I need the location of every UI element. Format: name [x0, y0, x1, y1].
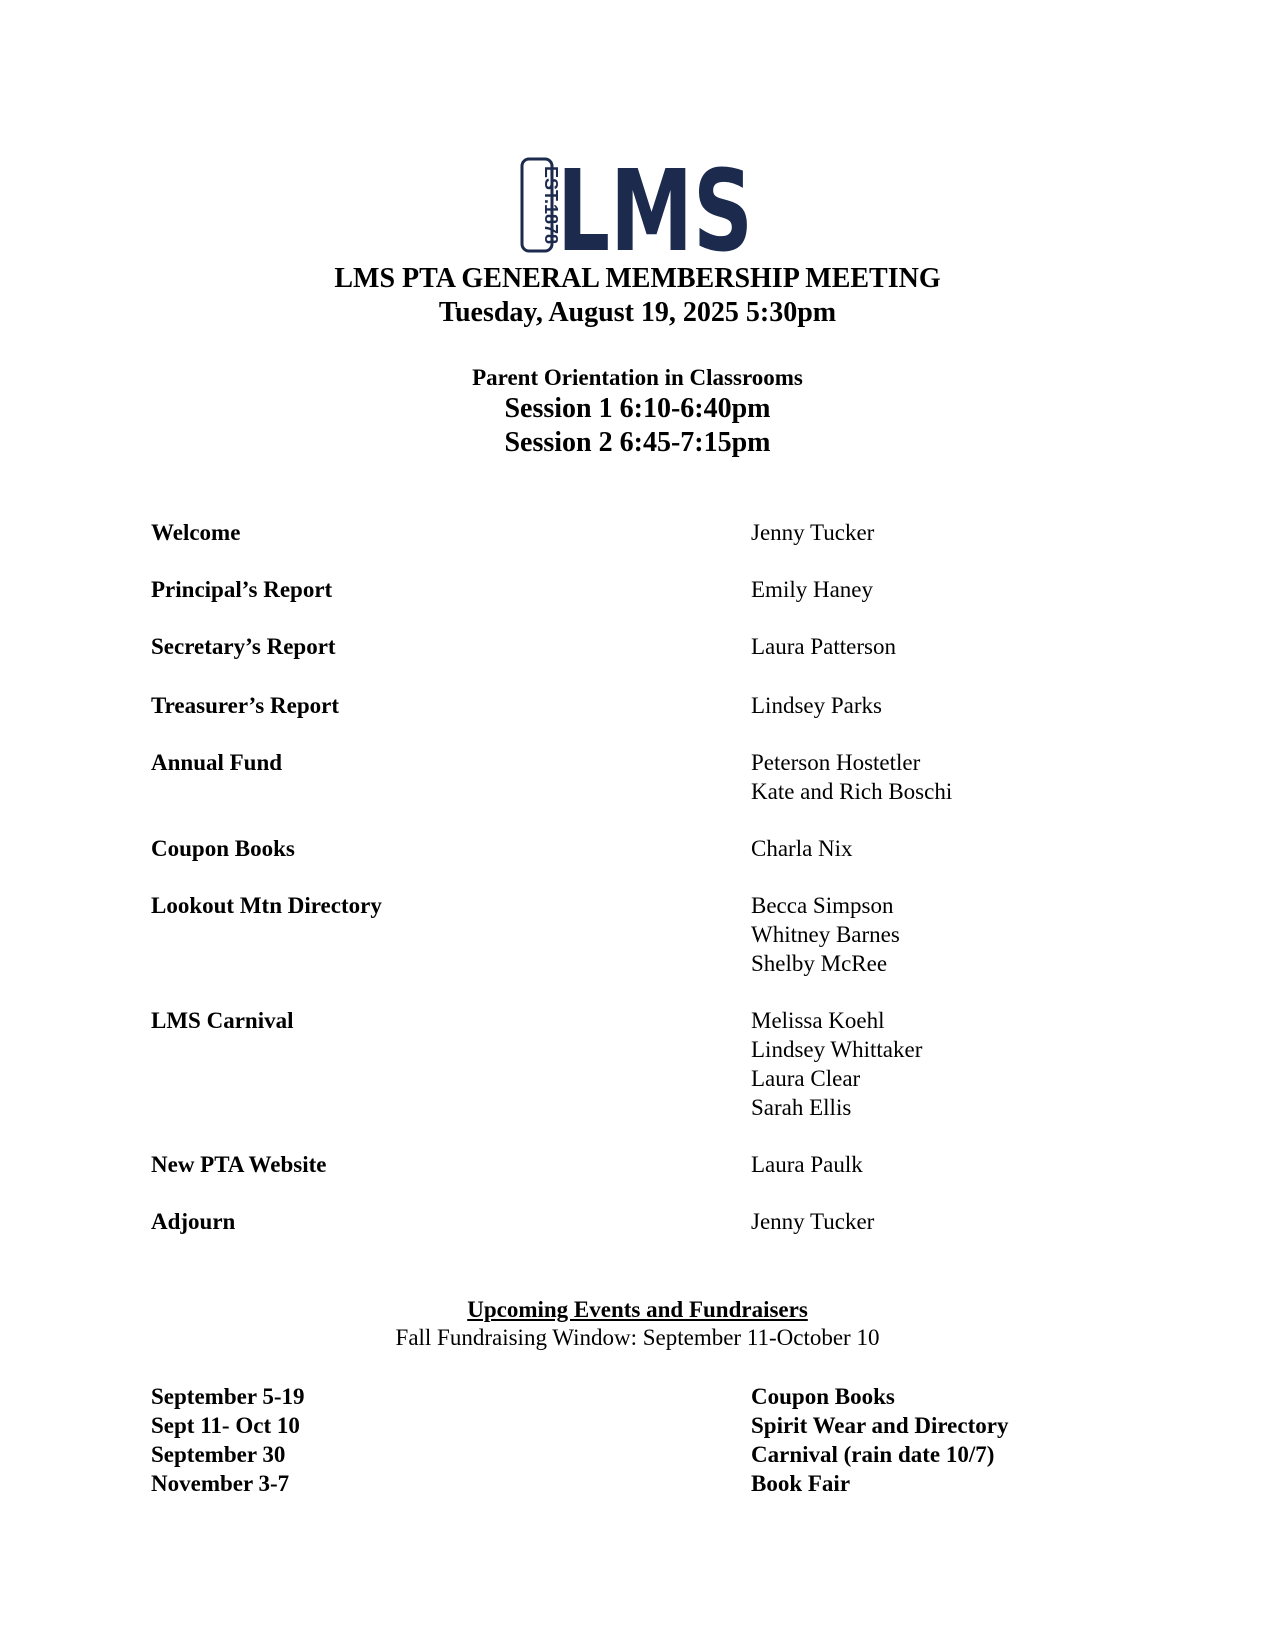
agenda-person: Jenny Tucker [751, 520, 875, 545]
event-names [751, 1382, 1008, 1498]
agenda-people [751, 575, 873, 604]
agenda-person: Jenny Tucker [751, 1209, 875, 1234]
agenda-person: Sarah Ellis [751, 1095, 852, 1120]
agenda-person: Charla Nix [751, 836, 853, 861]
agenda-person: Laura Paulk [751, 1152, 863, 1177]
event-name: Coupon Books [751, 1384, 895, 1409]
session-1: Session 1 6:10-6:40pm [504, 393, 771, 424]
agenda-person: Laura Patterson [751, 634, 896, 659]
events-heading: Upcoming Events and Fundraisers [467, 1297, 808, 1322]
agenda-people [751, 518, 874, 547]
agenda-person: Kate and Rich Boschi [751, 779, 953, 804]
agenda-item: Secretary’s Report [151, 634, 336, 659]
agenda-item: Coupon Books [151, 836, 295, 861]
orientation-heading: Parent Orientation in Classrooms [472, 365, 803, 390]
agenda-item: Adjourn [151, 1209, 236, 1234]
meeting-title: LMS PTA GENERAL MEMBERSHIP MEETING [334, 263, 941, 294]
event-date: Sept 11- Oct 10 [151, 1413, 300, 1438]
lms-logo [521, 147, 757, 277]
agenda-person: Whitney Barnes [751, 922, 900, 947]
agenda-person: Shelby McRee [751, 951, 888, 976]
agenda-people [751, 1207, 874, 1236]
agenda-person: Melissa Koehl [751, 1008, 885, 1033]
agenda-item: Annual Fund [151, 750, 283, 775]
agenda-people [751, 834, 853, 863]
event-name: Spirit Wear and Directory [751, 1413, 1009, 1438]
session-2: Session 2 6:45-7:15pm [504, 427, 771, 458]
agenda-people [751, 632, 896, 661]
agenda-item: Welcome [151, 520, 241, 545]
agenda-people [751, 1150, 863, 1179]
agenda-item: Lookout Mtn Directory [151, 893, 382, 918]
logo-est-text: EST.1878 [541, 165, 561, 245]
agenda-people [751, 1006, 922, 1122]
agenda-people [751, 748, 952, 806]
logo-text: LMS [557, 147, 753, 277]
meeting-date: Tuesday, August 19, 2025 5:30pm [438, 297, 837, 328]
agenda-item: LMS Carnival [151, 1008, 294, 1033]
event-name: Book Fair [751, 1471, 851, 1496]
agenda-item: Principal’s Report [151, 577, 333, 602]
agenda-person: Lindsey Whittaker [751, 1037, 923, 1062]
agenda-people [751, 691, 882, 720]
event-date: September 5-19 [151, 1384, 305, 1409]
event-date: November 3-7 [151, 1471, 290, 1496]
agenda-person: Emily Haney [751, 577, 873, 602]
agenda-person: Peterson Hostetler [751, 750, 921, 775]
event-name: Carnival (rain date 10/7) [751, 1442, 995, 1467]
agenda-person: Lindsey Parks [751, 693, 882, 718]
event-date: September 30 [151, 1442, 286, 1467]
agenda-person: Laura Clear [751, 1066, 861, 1091]
agenda-item: New PTA Website [151, 1152, 327, 1177]
fundraising-window: Fall Fundraising Window: September 11-October 10 [395, 1325, 880, 1350]
agenda-people [751, 891, 900, 978]
agenda-person: Becca Simpson [751, 893, 894, 918]
event-dates [151, 1382, 305, 1498]
agenda-item: Treasurer’s Report [151, 693, 339, 718]
